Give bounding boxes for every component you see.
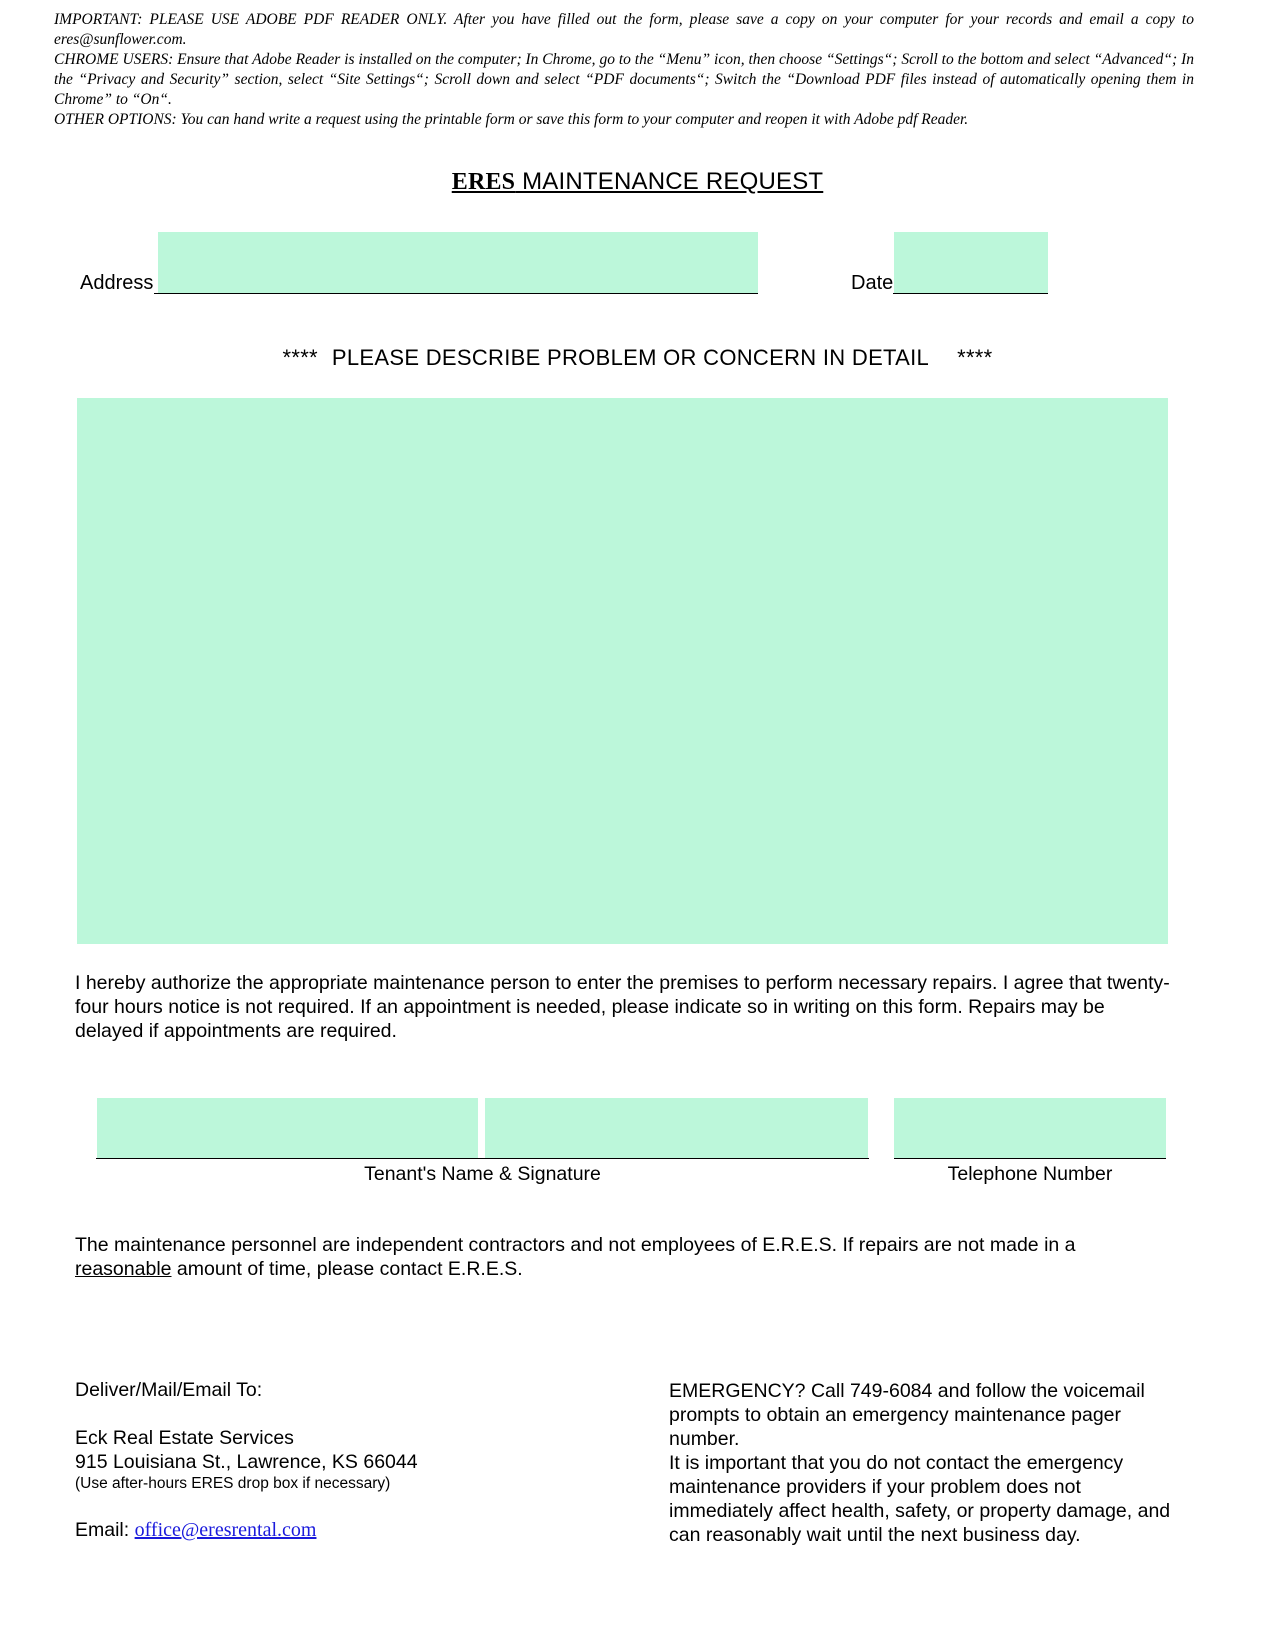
notice-chrome-users: CHROME USERS: Ensure that Adobe Reader is installed on the computer; In Chrome, go to the “Menu” icon, then choose “Settings“; Scroll to the bottom and select “Advanced“; In the “Privacy and Security” section, select “Site Settings“; Scroll down and select “PDF documents“; Switch the “Download PDF files instead of automatically opening them in Chrome” to “On“. <box>54 51 1194 108</box>
contractors-text-underlined: reasonable <box>75 1258 172 1280</box>
date-label: Date <box>851 272 894 294</box>
address-underline <box>154 293 758 294</box>
contractors-text-before: The maintenance personnel are independent contractors and not employees of E.R.E.S. If repairs are not made in a <box>75 1234 1076 1256</box>
contractors-statement <box>75 1233 1175 1281</box>
problem-description-field[interactable] <box>77 398 1168 944</box>
deliver-company: Eck Real Estate Services <box>75 1427 294 1449</box>
form-title <box>0 168 1275 196</box>
describe-stars-left: **** <box>282 345 318 370</box>
tenant-underline <box>96 1158 869 1159</box>
title-brand: ERES <box>451 169 516 195</box>
describe-stars-right: **** <box>957 345 993 370</box>
tenant-signature-field[interactable] <box>485 1098 868 1158</box>
describe-heading-text: PLEASE DESCRIBE PROBLEM OR CONCERN IN DETAIL <box>331 345 930 370</box>
notice-important: IMPORTANT: PLEASE USE ADOBE PDF READER ONLY. After you have filled out the form, please save a copy on your computer for your records and email a copy to eres@sunflower.com. <box>54 11 1194 48</box>
deliver-email-line <box>75 1518 635 1542</box>
describe-heading <box>0 345 1275 371</box>
telephone-field[interactable] <box>894 1098 1166 1158</box>
date-underline <box>893 293 1048 294</box>
email-link[interactable]: office@eresrental.com <box>134 1519 317 1541</box>
contractors-text-after: amount of time, please contact E.R.E.S. <box>171 1258 523 1280</box>
telephone-caption: Telephone Number <box>947 1163 1113 1185</box>
emergency-call-text: EMERGENCY? Call 749-6084 and follow the voicemail prompts to obtain an emergency maintenance pager number. <box>669 1380 1145 1450</box>
instructions-notice <box>54 10 1194 130</box>
tenant-name-field[interactable] <box>97 1098 478 1158</box>
emergency-warning-text: It is important that you do not contact the emergency maintenance providers if your problem does not immediately affect health, safety, or property damage, and can reasonably wait until the next business day. <box>669 1452 1171 1546</box>
address-label: Address <box>80 272 154 294</box>
tenant-caption: Tenant's Name & Signature <box>364 1163 601 1185</box>
notice-other-options: OTHER OPTIONS: You can hand write a request using the printable form or save this form to your computer and reopen it with Adobe pdf Reader. <box>54 111 969 128</box>
deliver-heading: Deliver/Mail/Email To: <box>75 1379 263 1401</box>
title-rest: MAINTENANCE REQUEST <box>515 168 824 195</box>
deliver-dropbox-note: (Use after-hours ERES drop box if necessary) <box>75 1475 391 1492</box>
date-field[interactable] <box>894 232 1048 294</box>
telephone-underline <box>894 1158 1166 1159</box>
deliver-street: 915 Louisiana St., Lawrence, KS 66044 <box>75 1451 418 1473</box>
address-field[interactable] <box>158 232 758 294</box>
email-label: Email: <box>75 1519 135 1541</box>
authorization-statement: I hereby authorize the appropriate maintenance person to enter the premises to perform necessary repairs. I agree that twenty-four hours notice is not required. If an appointment is needed, please indicate so in writing on this form. Repairs may be delayed if appointments are required. <box>75 972 1170 1042</box>
